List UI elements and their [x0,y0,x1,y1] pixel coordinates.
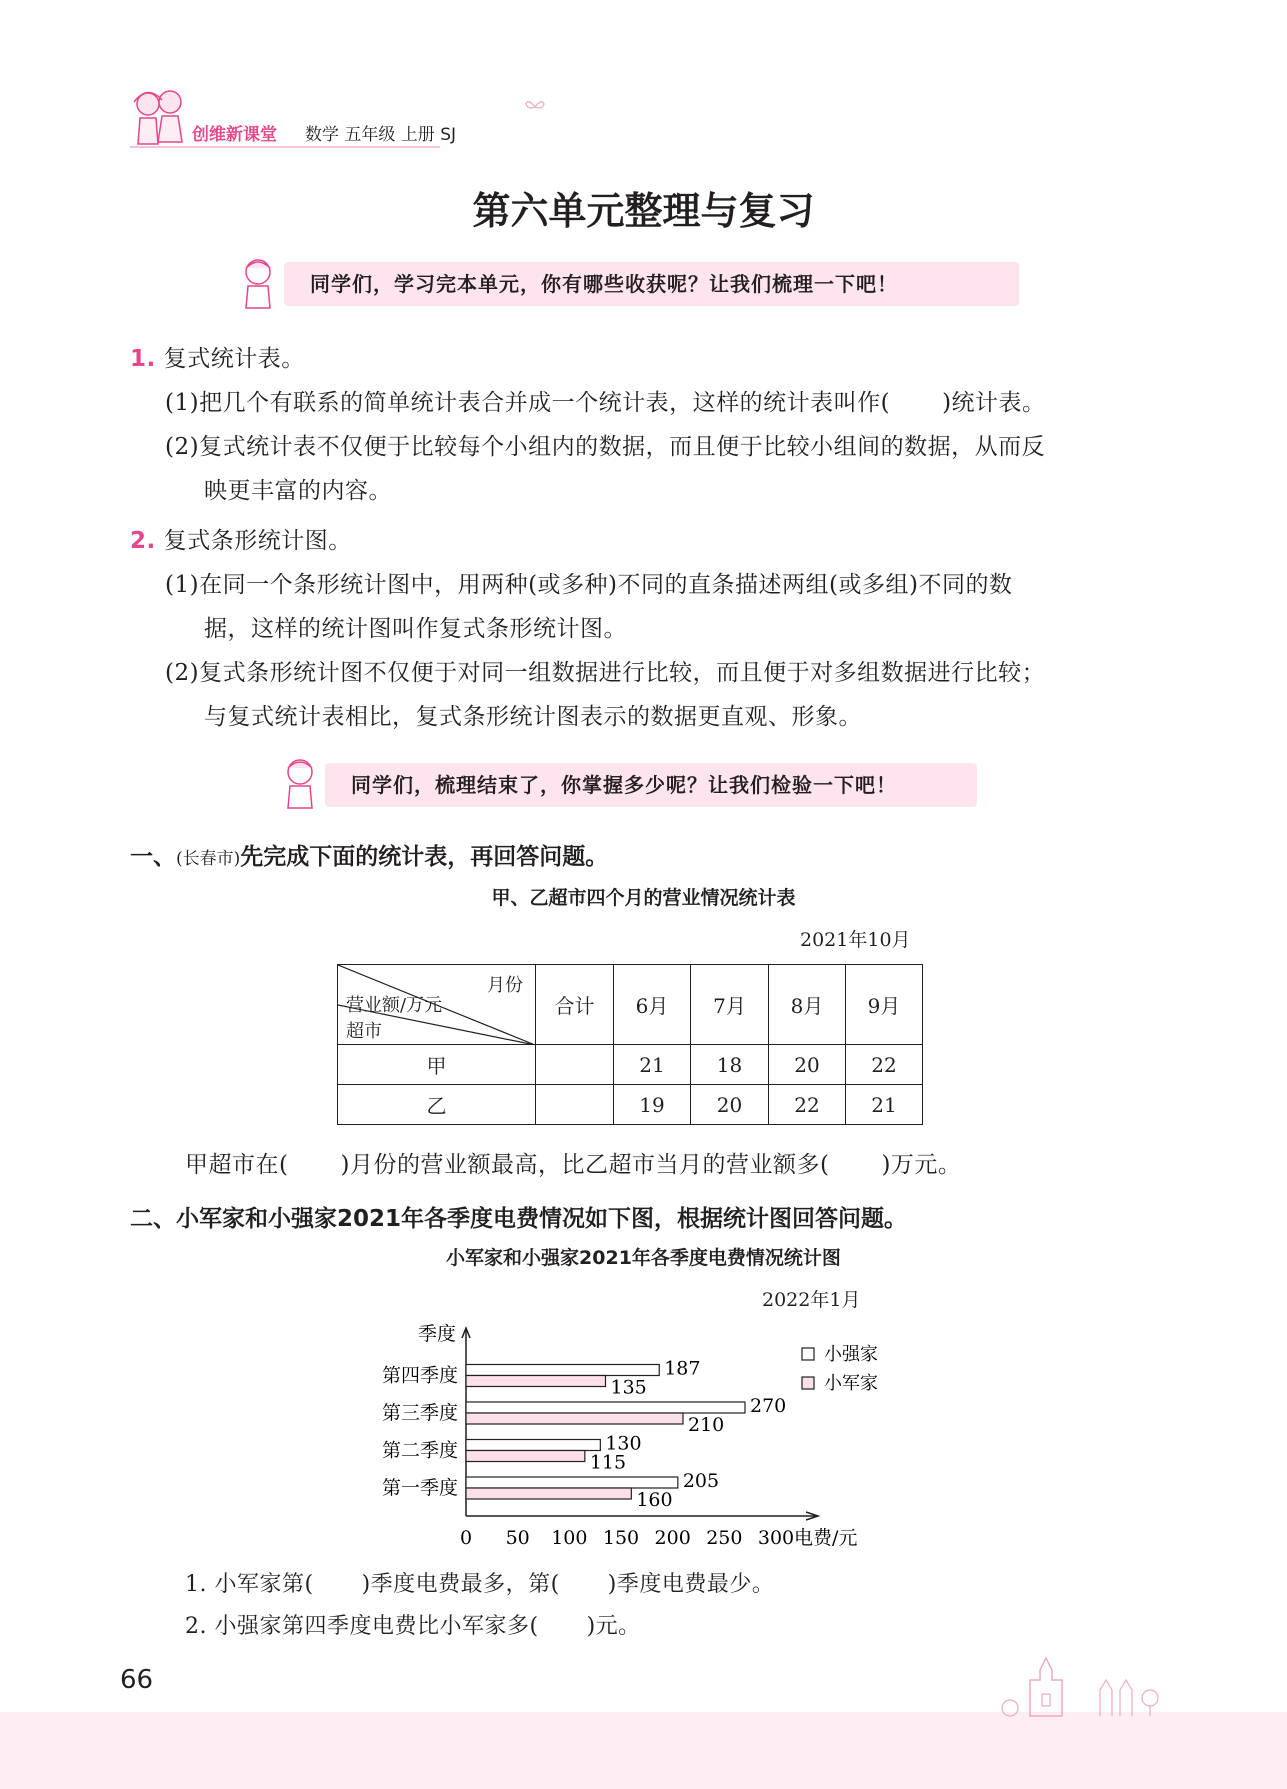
student-mascot-icon [236,256,280,314]
column-header: 9月 [846,965,923,1045]
section-1-title: 复式统计表。 [163,346,305,372]
legend-swatch-xiaoqiang [802,1348,814,1360]
bar-xiaoqiang [466,1402,745,1413]
bar-value-label: 210 [688,1414,725,1436]
question-2-sub-2-a: 2. 小强家第四季度电费比小军家多( [185,1614,539,1639]
header-market-label: 超市 [346,1021,382,1042]
section-1-item-1 [165,384,1046,417]
bar-value-label: 135 [610,1376,647,1399]
x-tick-label: 100 [551,1527,588,1549]
section-1-item-2-line-2: 映更丰富的内容。 [204,478,392,504]
column-header: 7月 [691,965,769,1045]
y-axis-label: 季度 [417,1323,456,1345]
x-tick-label: 200 [654,1527,691,1549]
total-cell-blank[interactable] [536,1085,614,1125]
category-label: 第三季度 [381,1402,458,1424]
x-tick-label: 150 [602,1527,640,1549]
section-2-heading [130,522,352,555]
section-2-title: 复式条形统计图。 [163,528,352,554]
page-title: 第六单元整理与复习 [472,189,815,233]
bar-value-label: 270 [750,1395,787,1417]
table-diagonal-header [338,965,536,1045]
bar-value-label: 130 [605,1432,642,1455]
question-2-sub-1 [185,1567,774,1598]
question-1-label: 一、 [130,844,176,870]
table-cell: 22 [846,1045,923,1085]
section-1-number: 1. [130,346,156,372]
bar-value-label: 160 [636,1489,673,1511]
butterfly-icon [524,98,546,116]
question-2-sub-2-b: )元。 [586,1614,641,1639]
x-tick-label: 300 [757,1527,795,1549]
table-row [338,1085,923,1125]
section-2-number: 2. [130,528,156,554]
question-2-sub-1-b: )季度电费最多，第( [361,1572,560,1597]
legend-label: 小军家 [824,1373,878,1394]
section-1-item-1-text: (1)把几个有联系的简单统计表合并成一个统计表，这样的统计表叫作( [165,390,891,416]
x-tick-label: 250 [706,1527,743,1549]
table-cell: 21 [614,1045,691,1085]
chart-title: 小军家和小强家2021年各季度电费情况统计图 [446,1247,841,1269]
brand-label: 创维新课堂 [192,125,277,145]
section-2-item-1-line-1: (1)在同一个条形统计图中，用两种(或多种)不同的直条描述两组(或多组)不同的数 [165,572,1013,598]
bar-chart [340,1318,910,1558]
section-1-item-1-tail: )统计表。 [942,390,1046,416]
question-1-prompt [185,1146,961,1179]
section-2-item-2-line-1: (2)复式条形统计图不仅便于对同一组数据进行比较，而且便于对多组数据进行比较； [165,660,1046,686]
question-2-sub-1-a: 1. 小军家第( [185,1572,314,1597]
question-1-prompt-c: )万元。 [881,1152,962,1178]
row-label: 乙 [338,1085,536,1125]
question-1-prompt-a: 甲超市在( [185,1152,289,1178]
category-label: 第一季度 [381,1477,458,1499]
section-1-heading [130,340,305,373]
bar-value-label: 115 [589,1451,627,1474]
banner-review: 同学们，学习完本单元，你有哪些收获呢？让我们梳理一下吧！ [284,262,1019,306]
banner-practice: 同学们，梳理结束了，你掌握多少呢？让我们检验一下吧！ [325,763,977,807]
header-divider [130,146,440,148]
table-date: 2021年10月 [800,929,911,951]
header-revenue-label: 营业额/万元 [346,995,443,1016]
section-2-item-2-line-2: 与复式统计表相比，复式条形统计图表示的数据更直观、形象。 [204,704,862,730]
table-cell: 22 [769,1085,846,1125]
chart-date: 2022年1月 [762,1289,861,1311]
question-1-text: 先完成下面的统计表，再回答问题。 [240,844,609,870]
question-1-heading [130,838,608,871]
castle-decoration-icon [990,1650,1170,1720]
table-cell: 20 [691,1085,769,1125]
total-cell-blank[interactable] [536,1045,614,1085]
row-label: 甲 [338,1045,536,1085]
book-info: 数学 五年级 上册 SJ [305,125,457,145]
question-2-sub-1-c: )季度电费最少。 [607,1572,775,1597]
question-1-source: (长春市) [176,849,241,869]
table-cell: 19 [614,1085,691,1125]
section-2-item-1-line-2: 据，这样的统计图叫作复式条形统计图。 [204,616,627,642]
column-header: 6月 [614,965,691,1045]
table-cell: 20 [769,1045,846,1085]
question-2-heading [130,1200,907,1233]
student-mascot-icon [278,756,322,814]
table-header-row [338,965,923,1045]
x-axis-label: 电费/元 [794,1527,858,1549]
legend-label: 小强家 [824,1344,878,1365]
bar-xiaojun [466,1488,631,1499]
header-mascot-illustration [128,84,190,154]
page-number: 66 [120,1665,154,1695]
table-cell: 18 [691,1045,769,1085]
question-1-prompt-b: )月份的营业额最高，比乙超市当月的营业额多( [340,1152,830,1178]
question-2-text: 小军家和小强家2021年各季度电费情况如下图，根据统计图回答问题。 [176,1206,908,1232]
x-tick-label: 0 [459,1527,473,1549]
column-header: 合计 [536,965,614,1045]
bar-xiaojun [466,1451,585,1462]
bar-value-label: 187 [664,1357,701,1380]
header-month-label: 月份 [487,975,523,996]
x-tick-label: 50 [505,1527,530,1549]
bar-xiaoqiang [466,1440,600,1451]
category-label: 第四季度 [381,1364,458,1387]
bar-xiaoqiang [466,1477,678,1488]
bar-value-label: 205 [682,1470,720,1492]
table-title: 甲、乙超市四个月的营业情况统计表 [491,887,796,909]
table-row [338,1045,923,1085]
bar-xiaojun [466,1413,683,1424]
question-2-sub-2 [185,1609,641,1640]
category-label: 第二季度 [381,1439,458,1462]
footer-band [0,1712,1287,1789]
bar-xiaojun [466,1376,606,1387]
table-cell: 21 [846,1085,923,1125]
stat-table [337,964,923,1125]
bar-xiaoqiang [466,1365,659,1376]
column-header: 8月 [769,965,846,1045]
section-1-item-2-line-1: (2)复式统计表不仅便于比较每个小组内的数据，而且便于比较小组间的数据，从而反 [165,434,1046,460]
legend-swatch-xiaojun [802,1377,814,1389]
question-2-label: 二、 [130,1206,176,1232]
